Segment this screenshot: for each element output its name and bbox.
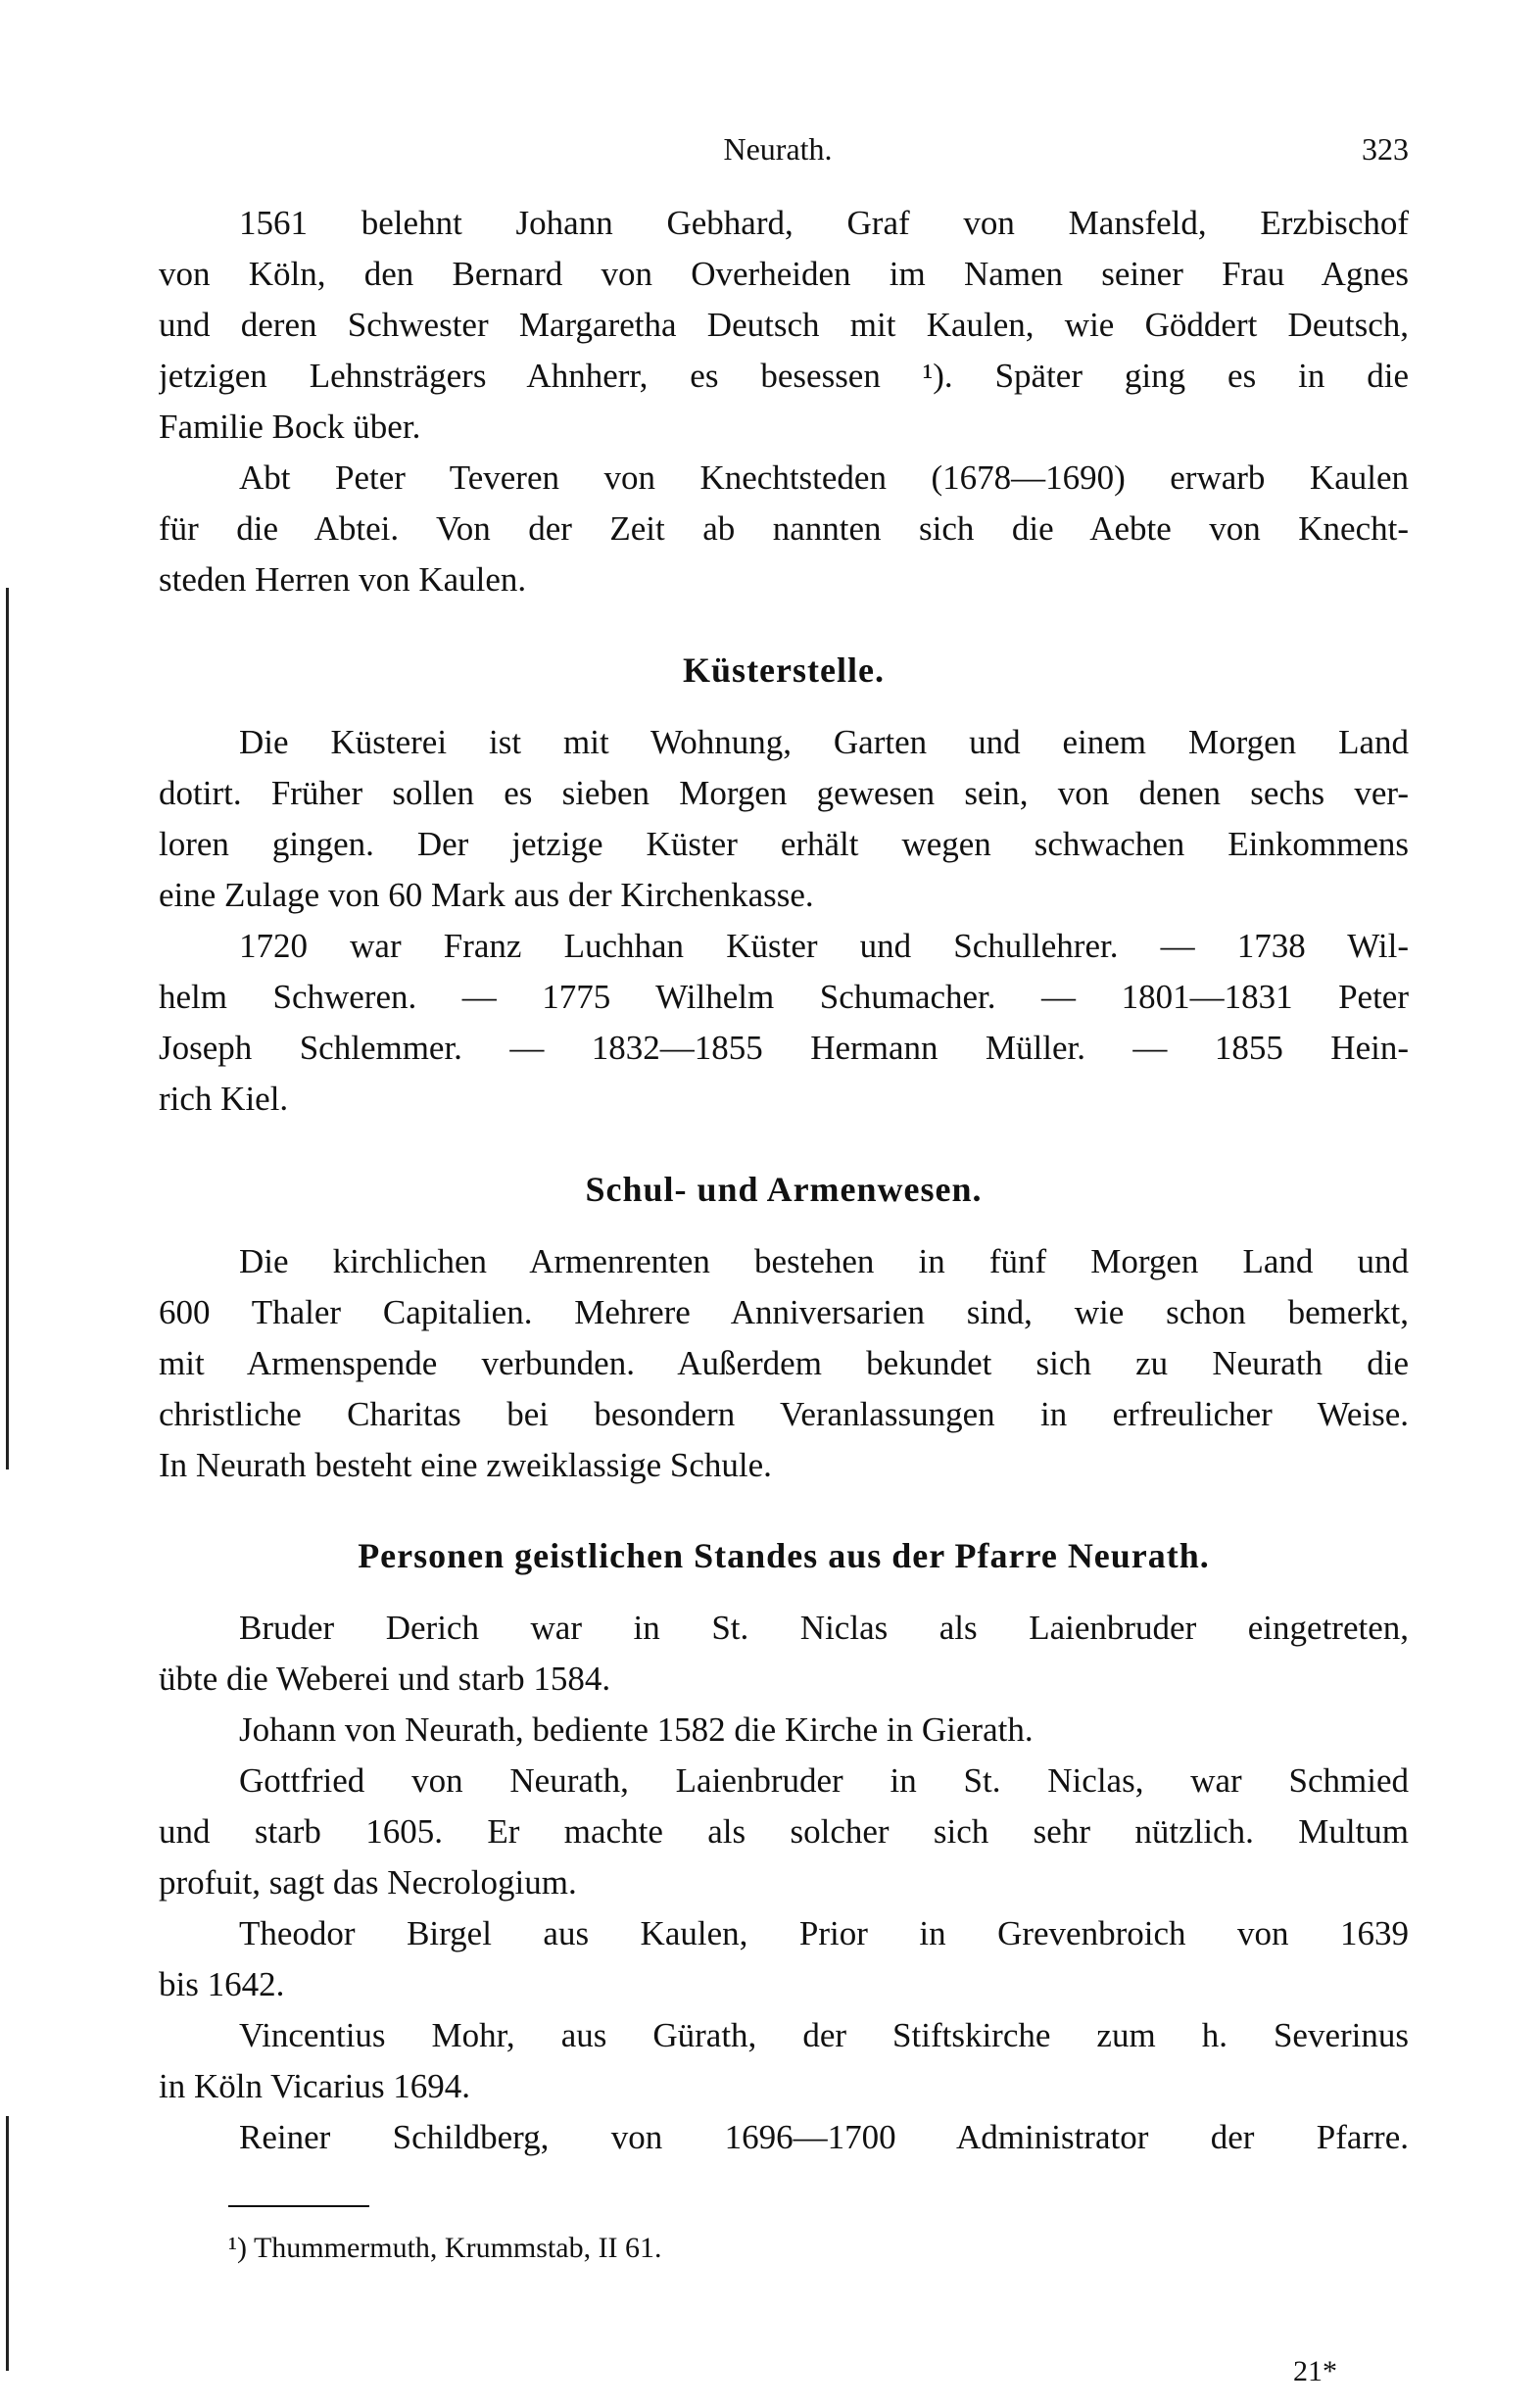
- paragraph: [159, 921, 1409, 1125]
- text-line: Abt Peter Teveren von Knechtsteden (1678—1690) erwarb Kaulen: [239, 458, 1409, 497]
- paragraph: [159, 2112, 1409, 2163]
- text-line: Die Küsterei ist mit Wohnung, Garten und einem Morgen Land: [239, 723, 1409, 761]
- text-line: 1561 belehnt Johann Gebhard, Graf von Mansfeld, Erzbischof: [239, 204, 1409, 242]
- page-body: [159, 198, 1409, 2163]
- running-head-title: Neurath.: [723, 131, 833, 167]
- text-line: Gottfried von Neurath, Laienbruder in St. Niclas, war Schmied: [239, 1761, 1409, 1800]
- paragraph: [159, 1236, 1409, 1491]
- text-line: Theodor Birgel aus Kaulen, Prior in Grevenbroich von 1639: [239, 1914, 1409, 1952]
- text-line: in Köln Vicarius 1694.: [159, 2067, 471, 2105]
- text-line: steden Herren von Kaulen.: [159, 560, 527, 599]
- text-line: und starb 1605. Er machte als solcher sich sehr nützlich. Multum: [159, 1812, 1409, 1851]
- footnote: ¹) Thummermuth, Krummstab, II 61.: [228, 2232, 662, 2264]
- paragraph: [159, 1756, 1409, 1908]
- text-line: bis 1642.: [159, 1965, 285, 2003]
- text-line: Vincentius Mohr, aus Gürath, der Stiftskirche zum h. Severinus: [239, 2016, 1409, 2054]
- section-heading: Küsterstelle.: [683, 650, 885, 690]
- scan-edge-mark: [6, 588, 9, 1469]
- printer-signature-mark: 21*: [1293, 2355, 1337, 2387]
- footnote-divider: [228, 2205, 369, 2207]
- paragraph: [159, 198, 1409, 453]
- paragraph: [159, 717, 1409, 921]
- section-heading: Personen geistlichen Standes aus der Pfarre Neurath.: [358, 1536, 1210, 1575]
- text-line: Bruder Derich war in St. Niclas als Laienbruder eingetreten,: [239, 1609, 1409, 1647]
- text-line: und deren Schwester Margaretha Deutsch mit Kaulen, wie Göddert Deutsch,: [159, 306, 1409, 344]
- paragraph: [159, 1908, 1409, 2010]
- section-heading: Schul- und Armenwesen.: [585, 1170, 983, 1209]
- text-line: Joseph Schlemmer. — 1832—1855 Hermann Müller. — 1855 Hein-: [159, 1029, 1409, 1067]
- scan-edge-mark: [6, 2116, 9, 2371]
- text-line: Familie Bock über.: [159, 408, 421, 446]
- text-line: helm Schweren. — 1775 Wilhelm Schumacher. — 1801—1831 Peter: [159, 978, 1409, 1016]
- text-line: 1720 war Franz Luchhan Küster und Schullehrer. — 1738 Wil-: [239, 927, 1409, 965]
- text-line: von Köln, den Bernard von Overheiden im Namen seiner Frau Agnes: [159, 255, 1409, 293]
- text-line: übte die Weberei und starb 1584.: [159, 1660, 611, 1698]
- text-line: rich Kiel.: [159, 1080, 289, 1118]
- text-line: eine Zulage von 60 Mark aus der Kirchenkasse.: [159, 876, 814, 914]
- text-line: dotirt. Früher sollen es sieben Morgen gewesen sein, von denen sechs ver-: [159, 774, 1409, 812]
- paragraph: [159, 2010, 1409, 2112]
- text-line: Reiner Schildberg, von 1696—1700 Administrator der Pfarre.: [239, 2118, 1409, 2156]
- paragraph: [159, 453, 1409, 605]
- text-line: 600 Thaler Capitalien. Mehrere Anniversarien sind, wie schon bemerkt,: [159, 1293, 1409, 1331]
- paragraph: [159, 1603, 1409, 1705]
- text-line: In Neurath besteht eine zweiklassige Schule.: [159, 1446, 772, 1484]
- text-line: loren gingen. Der jetzige Küster erhält wegen schwachen Einkommens: [159, 825, 1409, 863]
- text-line: für die Abtei. Von der Zeit ab nannten sich die Aebte von Knecht-: [159, 509, 1409, 548]
- text-line: jetzigen Lehnsträgers Ahnherr, es besessen ¹). Später ging es in die: [159, 357, 1409, 395]
- text-line: christliche Charitas bei besondern Veranlassungen in erfreulicher Weise.: [159, 1395, 1409, 1433]
- text-line: Johann von Neurath, bediente 1582 die Kirche in Gierath.: [239, 1710, 1034, 1749]
- text-line: mit Armenspende verbunden. Außerdem bekundet sich zu Neurath die: [159, 1344, 1409, 1382]
- page-number: 323: [1362, 131, 1409, 167]
- text-line: Die kirchlichen Armenrenten bestehen in fünf Morgen Land und: [239, 1242, 1409, 1280]
- paragraph: [159, 1705, 1409, 1756]
- text-line: profuit, sagt das Necrologium.: [159, 1863, 577, 1902]
